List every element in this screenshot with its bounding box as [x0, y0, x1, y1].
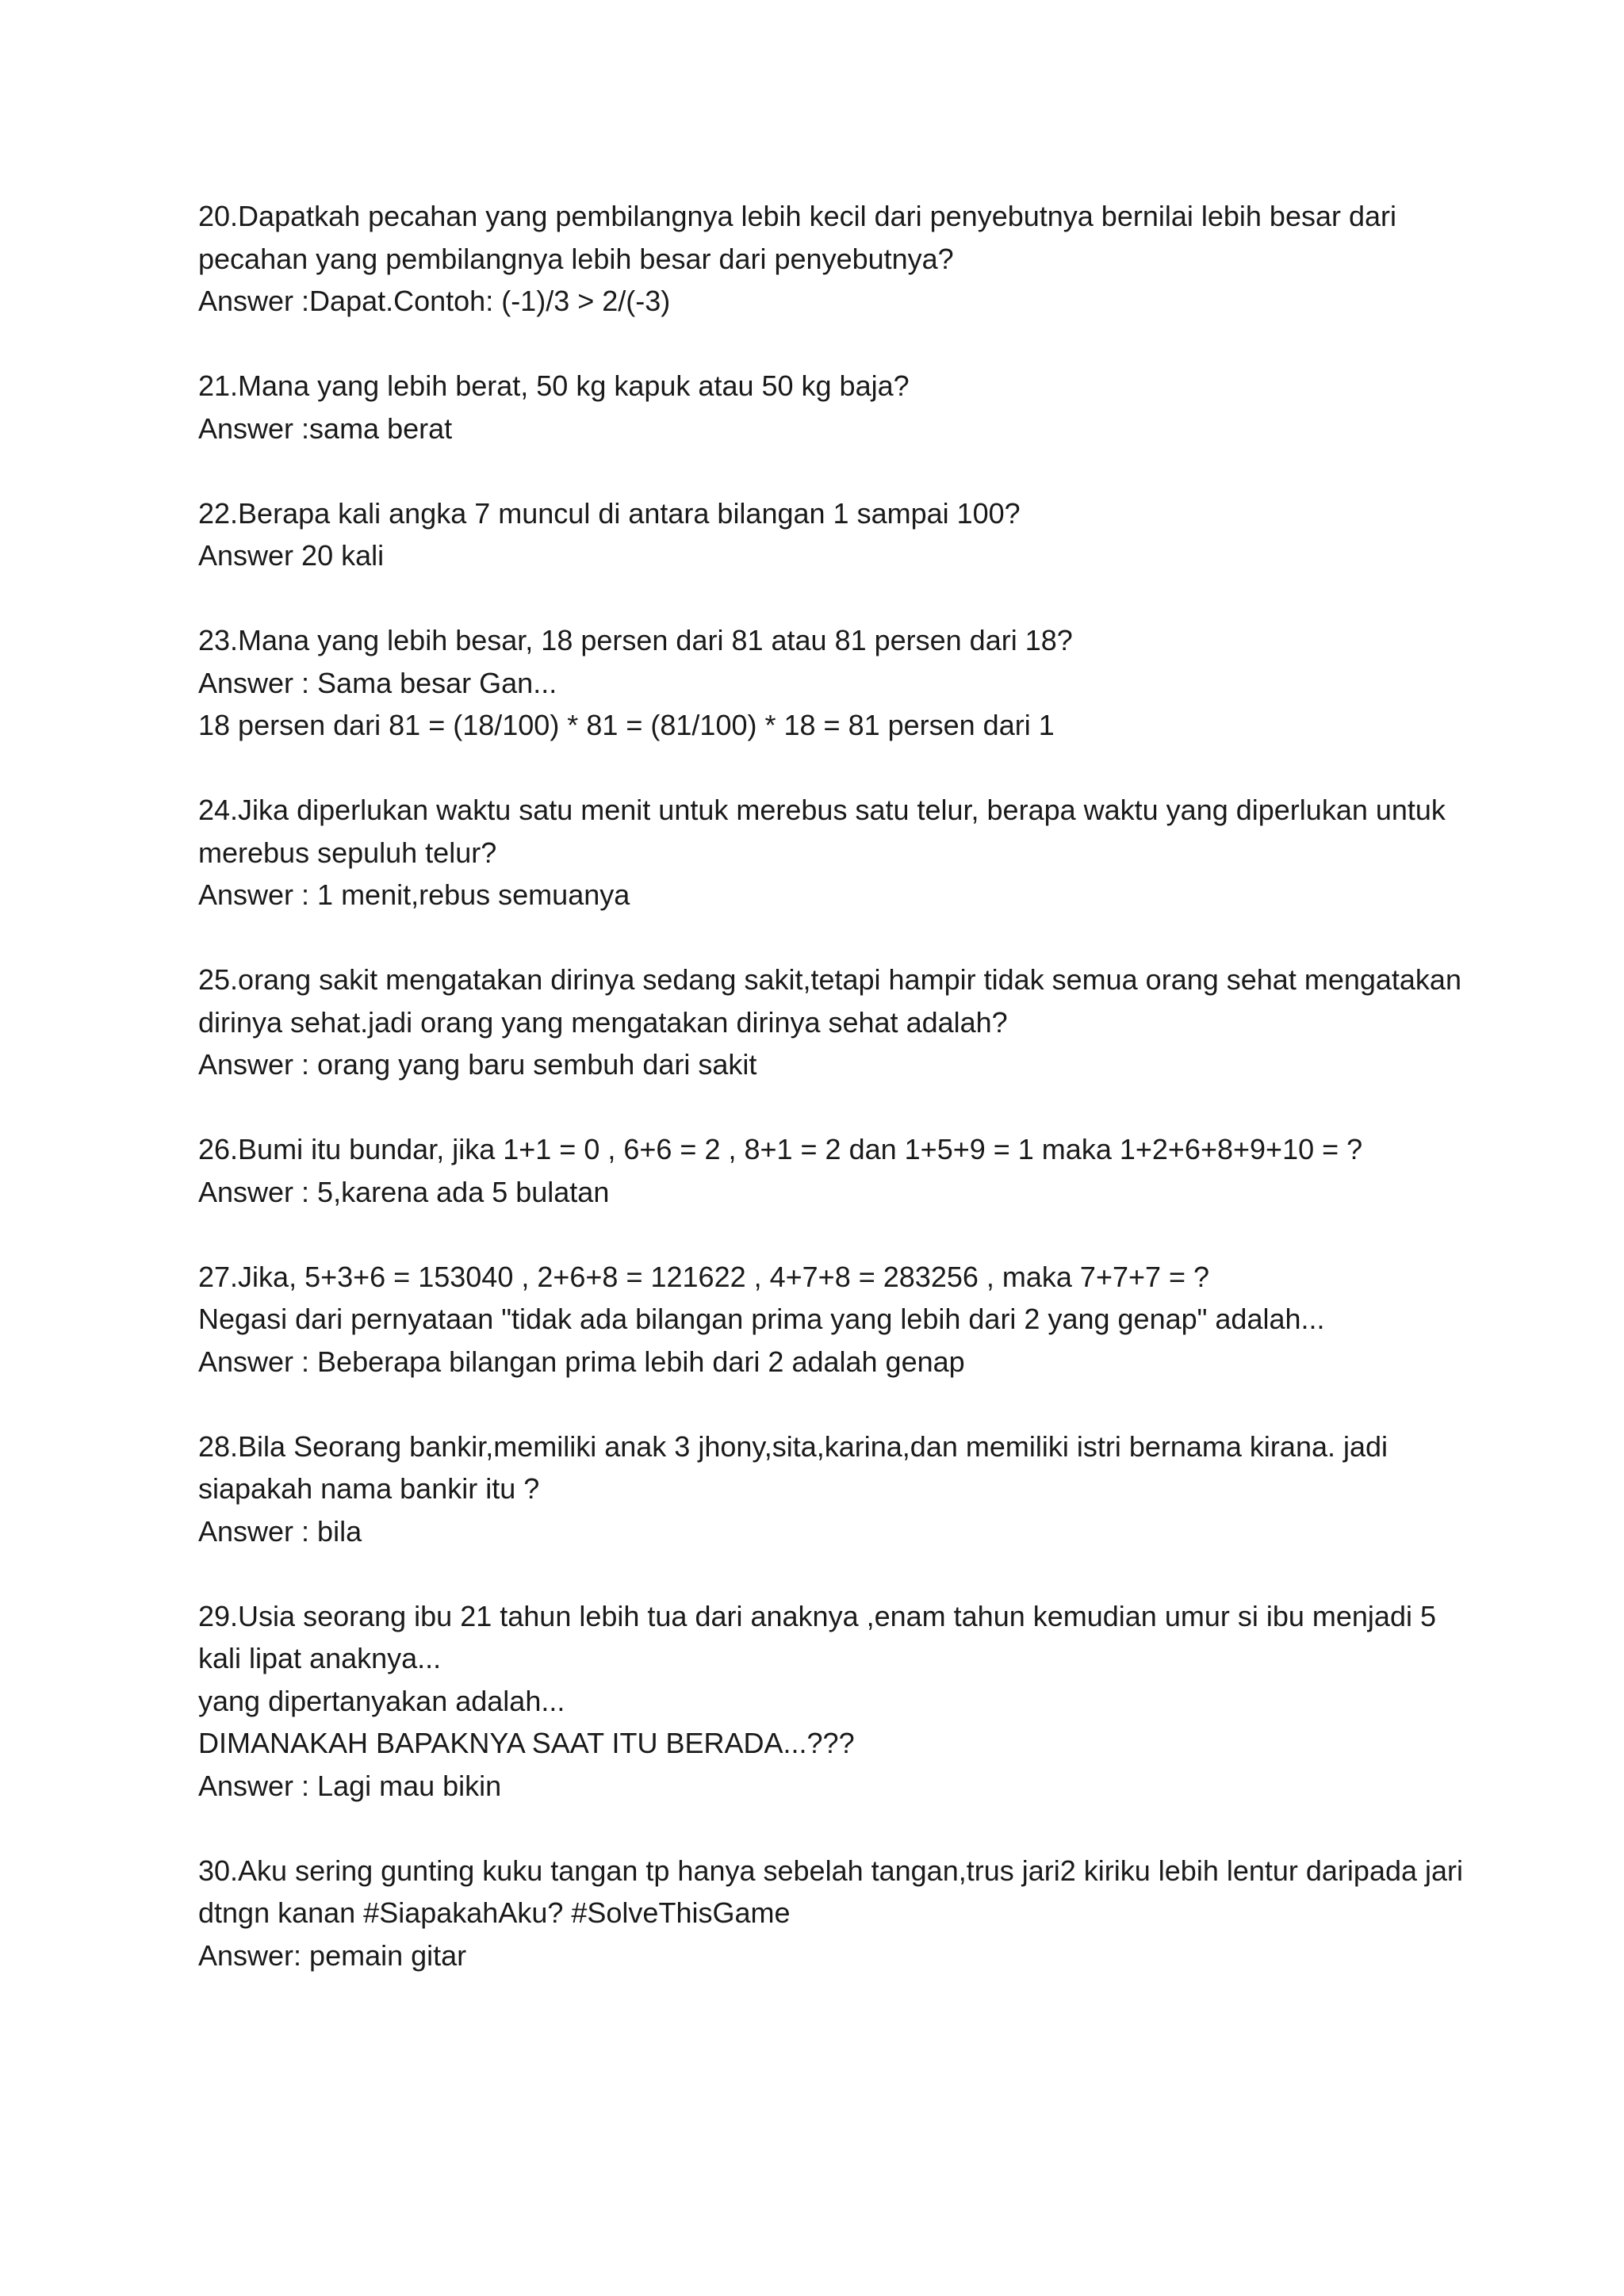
answer-line: Answer :sama berat — [198, 411, 453, 445]
question-line: dtngn kanan #SiapakahAku? #SolveThisGame — [198, 1896, 791, 1929]
question-line: dirinya sehat.jadi orang yang mengatakan dirinya sehat adalah? — [198, 1005, 1008, 1039]
question-line: DIMANAKAH BAPAKNYA SAAT ITU BERADA...??? — [198, 1727, 855, 1759]
question-line: 29.Usia seorang ibu 21 tahun lebih tua dari anaknya ,enam tahun kemudian umur si ibu menjadi 5 — [198, 1599, 1436, 1632]
question-line: 24.Jika diperlukan waktu satu menit untuk merebus satu telur, berapa waktu yang diperlukan untuk — [198, 794, 1446, 826]
question-line: kali lipat anaknya... — [198, 1642, 442, 1674]
answer-line: Answer :Dapat.Contoh: (-1)/3 > 2/(-3) — [198, 285, 671, 317]
qa-block-20 — [198, 195, 1467, 323]
question-line: yang dipertanyakan adalah... — [198, 1684, 565, 1717]
qa-block-21 — [198, 365, 1467, 450]
answer-line: Answer 20 kali — [198, 539, 385, 572]
qa-block-26 — [198, 1128, 1467, 1213]
qa-block-28 — [198, 1425, 1467, 1553]
answer-line: Answer : 5,karena ada 5 bulatan — [198, 1175, 610, 1208]
answer-line: Answer : Lagi mau bikin — [198, 1769, 502, 1802]
answer-line: 18 persen dari 81 = (18/100) * 81 = (81/100) * 18 = 81 persen dari 1 — [198, 709, 1055, 741]
answer-line: Answer: pemain gitar — [198, 1938, 467, 1972]
question-line: 20.Dapatkah pecahan yang pembilangnya lebih kecil dari penyebutnya bernilai lebih besar dari — [198, 200, 1397, 232]
question-line: 26.Bumi itu bundar, jika 1+1 = 0 , 6+6 = 2 , 8+1 = 2 dan 1+5+9 = 1 maka 1+2+6+8+9+10 = ? — [198, 1133, 1363, 1165]
question-line: siapakah nama bankir itu ? — [198, 1472, 540, 1505]
answer-line: Answer : Sama besar Gan... — [198, 666, 557, 699]
qa-block-25 — [198, 959, 1467, 1086]
question-line: 22.Berapa kali angka 7 muncul di antara bilangan 1 sampai 100? — [198, 496, 1021, 530]
answer-line: Answer : bila — [198, 1514, 362, 1548]
question-line: 23.Mana yang lebih besar, 18 persen dari 81 atau 81 persen dari 18? — [198, 624, 1073, 656]
qa-block-29 — [198, 1595, 1467, 1808]
qa-block-27 — [198, 1256, 1467, 1383]
question-line: 25.orang sakit mengatakan dirinya sedang sakit,tetapi hampir tidak semua orang sehat mengatakan — [198, 963, 1461, 996]
question-line: Negasi dari pernyataan "tidak ada bilangan prima yang lebih dari 2 yang genap" adalah... — [198, 1303, 1325, 1335]
qa-block-24 — [198, 789, 1467, 916]
answer-line: Answer : orang yang baru sembuh dari sakit — [198, 1048, 757, 1081]
qa-block-23 — [198, 619, 1467, 747]
question-line: merebus sepuluh telur? — [198, 836, 497, 869]
question-line: 21.Mana yang lebih berat, 50 kg kapuk atau 50 kg baja? — [198, 369, 910, 402]
question-line: pecahan yang pembilangnya lebih besar dari penyebutnya? — [198, 242, 954, 275]
answer-line: Answer : 1 menit,rebus semuanya — [198, 878, 630, 911]
question-line: 27.Jika, 5+3+6 = 153040 , 2+6+8 = 121622 , 4+7+8 = 283256 , maka 7+7+7 = ? — [198, 1260, 1210, 1293]
qa-block-22 — [198, 492, 1467, 577]
question-line: 30.Aku sering gunting kuku tangan tp hanya sebelah tangan,trus jari2 kiriku lebih lentur daripada jari — [198, 1854, 1464, 1887]
document-content — [198, 195, 1467, 2019]
qa-block-30 — [198, 1850, 1467, 1977]
answer-line: Answer : Beberapa bilangan prima lebih dari 2 adalah genap — [198, 1345, 965, 1378]
question-line: 28.Bila Seorang bankir,memiliki anak 3 jhony,sita,karina,dan memiliki istri bernama kirana. jadi — [198, 1429, 1388, 1463]
